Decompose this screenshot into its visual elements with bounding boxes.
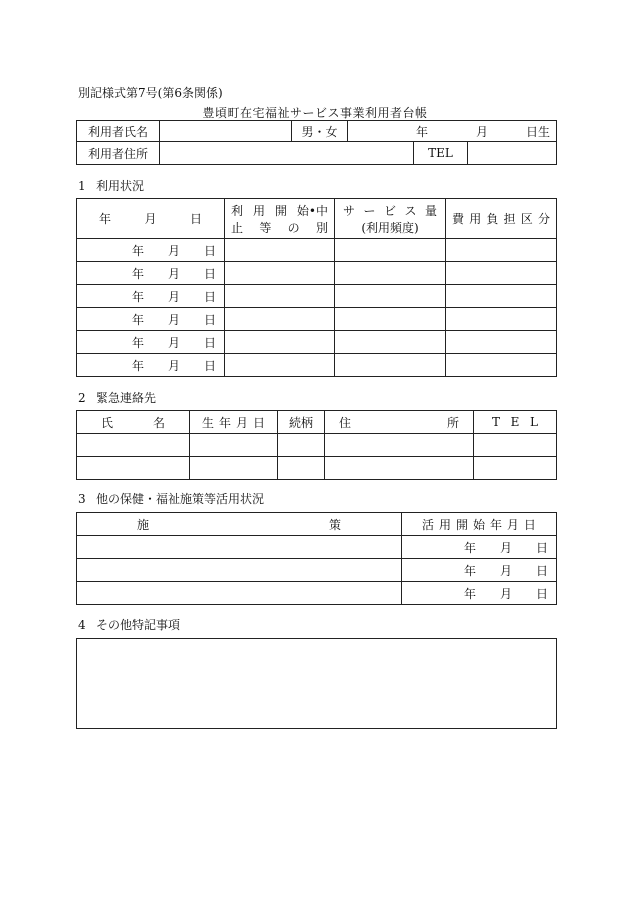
section3-number: 3 (78, 492, 86, 506)
other-services-table (76, 512, 557, 605)
section4-label: その他特記事項 (96, 618, 181, 632)
section2-heading (78, 389, 156, 406)
table-row (77, 262, 557, 285)
user-name-field[interactable] (160, 121, 292, 142)
section4-heading (78, 616, 180, 633)
start-stop-field[interactable] (225, 262, 335, 285)
year-label: 年 (131, 243, 144, 258)
month-label: 月 (167, 266, 180, 281)
policy-field[interactable] (77, 536, 402, 559)
usage-start-field[interactable] (402, 582, 557, 605)
table-row (77, 239, 557, 262)
service-amount-field[interactable] (335, 239, 446, 262)
year-label: 年 (131, 266, 144, 281)
user-tel-field[interactable] (468, 142, 557, 165)
table-row (77, 285, 557, 308)
day-label: 日 (203, 266, 216, 281)
section3-heading (78, 490, 264, 507)
contact-tel-header: T E L (474, 411, 557, 434)
service-amount-field[interactable] (335, 308, 446, 331)
table-row (77, 308, 557, 331)
policy-field[interactable] (77, 559, 402, 582)
month-label: 月 (167, 335, 180, 350)
cost-category-field[interactable] (446, 308, 557, 331)
usage-date-field[interactable] (77, 239, 225, 262)
day-label: 日 (203, 358, 216, 373)
table-row (77, 582, 557, 605)
usage-start-field[interactable] (402, 536, 557, 559)
month-label: 月 (167, 289, 180, 304)
table-row (77, 559, 557, 582)
year-label: 年 (131, 335, 144, 350)
contact-relation-field[interactable] (278, 434, 325, 457)
birth-month-label: 月 (475, 124, 488, 139)
day-label: 日 (203, 289, 216, 304)
birth-year-label: 年 (415, 124, 428, 139)
start-stop-field[interactable] (225, 285, 335, 308)
day-label: 日 (535, 540, 548, 555)
user-tel-label: TEL (414, 142, 468, 165)
day-label: 日 (203, 335, 216, 350)
month-label: 月 (167, 358, 180, 373)
contact-address-field[interactable] (325, 457, 474, 480)
policy-field[interactable] (77, 582, 402, 605)
policy-header: 施 策 (77, 513, 402, 536)
month-label: 月 (499, 586, 512, 601)
table-row (77, 536, 557, 559)
service-amount-header: サ ー ビ ス 量 (利用頻度) (335, 199, 446, 239)
document-title: 豊頃町在宅福祉サービス事業利用者台帳 (202, 106, 428, 120)
section3-label: 他の保健・福祉施策等活用状況 (96, 492, 265, 506)
user-info-table (76, 120, 557, 165)
year-label: 年 (131, 312, 144, 327)
year-label: 年 (131, 358, 144, 373)
start-stop-field[interactable] (225, 308, 335, 331)
month-label: 月 (167, 243, 180, 258)
service-amount-field[interactable] (335, 354, 446, 377)
cost-category-field[interactable] (446, 239, 557, 262)
contact-address-field[interactable] (325, 434, 474, 457)
birth-date-field[interactable] (348, 121, 557, 142)
start-stop-header: 利 用 開 始•中 止 等 の 別 (225, 199, 335, 239)
day-label: 日 (203, 312, 216, 327)
section1-heading (78, 177, 144, 194)
start-stop-field[interactable] (225, 239, 335, 262)
contact-birth-header: 生 年 月 日 (190, 411, 278, 434)
contact-birth-field[interactable] (190, 434, 278, 457)
year-label: 年 (131, 289, 144, 304)
contact-relation-header: 続柄 (278, 411, 325, 434)
cost-category-field[interactable] (446, 331, 557, 354)
day-label: 日 (203, 243, 216, 258)
contact-tel-field[interactable] (474, 434, 557, 457)
service-amount-field[interactable] (335, 262, 446, 285)
table-row (77, 331, 557, 354)
section4-number: 4 (78, 618, 86, 632)
day-label: 日 (535, 563, 548, 578)
table-row (77, 354, 557, 377)
usage-table (76, 198, 557, 377)
month-label: 月 (167, 312, 180, 327)
service-amount-field[interactable] (335, 285, 446, 308)
contact-address-header: 住 所 (325, 411, 474, 434)
user-address-label: 利用者住所 (77, 142, 160, 165)
usage-start-field[interactable] (402, 559, 557, 582)
notes-box[interactable] (76, 638, 557, 729)
gender-field[interactable]: 男・女 (292, 121, 348, 142)
month-label: 月 (499, 540, 512, 555)
contact-name-field[interactable] (77, 457, 190, 480)
form-number: 別記様式第7号(第6条関係) (78, 86, 223, 100)
usage-start-header: 活 用 開 始 年 月 日 (402, 513, 557, 536)
usage-date-field[interactable] (77, 285, 225, 308)
contact-relation-field[interactable] (278, 457, 325, 480)
month-label: 月 (499, 563, 512, 578)
contact-tel-field[interactable] (474, 457, 557, 480)
contact-name-field[interactable] (77, 434, 190, 457)
birth-day-label: 日生 (525, 124, 550, 139)
start-stop-field[interactable] (225, 354, 335, 377)
cost-category-field[interactable] (446, 262, 557, 285)
emergency-contact-table (76, 410, 557, 480)
cost-category-field[interactable] (446, 354, 557, 377)
table-row (77, 434, 557, 457)
section2-label: 緊急連絡先 (96, 391, 157, 405)
user-name-label: 利用者氏名 (77, 121, 160, 142)
usage-date-header: 年 月 日 (77, 199, 225, 239)
user-address-field[interactable] (160, 142, 414, 165)
contact-name-header: 氏 名 (77, 411, 190, 434)
usage-date-field[interactable] (77, 308, 225, 331)
cost-category-header: 費 用 負 担 区 分 (446, 199, 557, 239)
year-label: 年 (463, 586, 476, 601)
contact-birth-field[interactable] (190, 457, 278, 480)
year-label: 年 (463, 563, 476, 578)
start-stop-field[interactable] (225, 331, 335, 354)
table-row (77, 457, 557, 480)
section1-number: 1 (78, 179, 86, 193)
usage-date-field[interactable] (77, 331, 225, 354)
usage-date-field[interactable] (77, 354, 225, 377)
day-label: 日 (535, 586, 548, 601)
section2-number: 2 (78, 391, 86, 405)
section1-label: 利用状況 (96, 179, 145, 193)
year-label: 年 (463, 540, 476, 555)
service-amount-field[interactable] (335, 331, 446, 354)
cost-category-field[interactable] (446, 285, 557, 308)
usage-date-field[interactable] (77, 262, 225, 285)
